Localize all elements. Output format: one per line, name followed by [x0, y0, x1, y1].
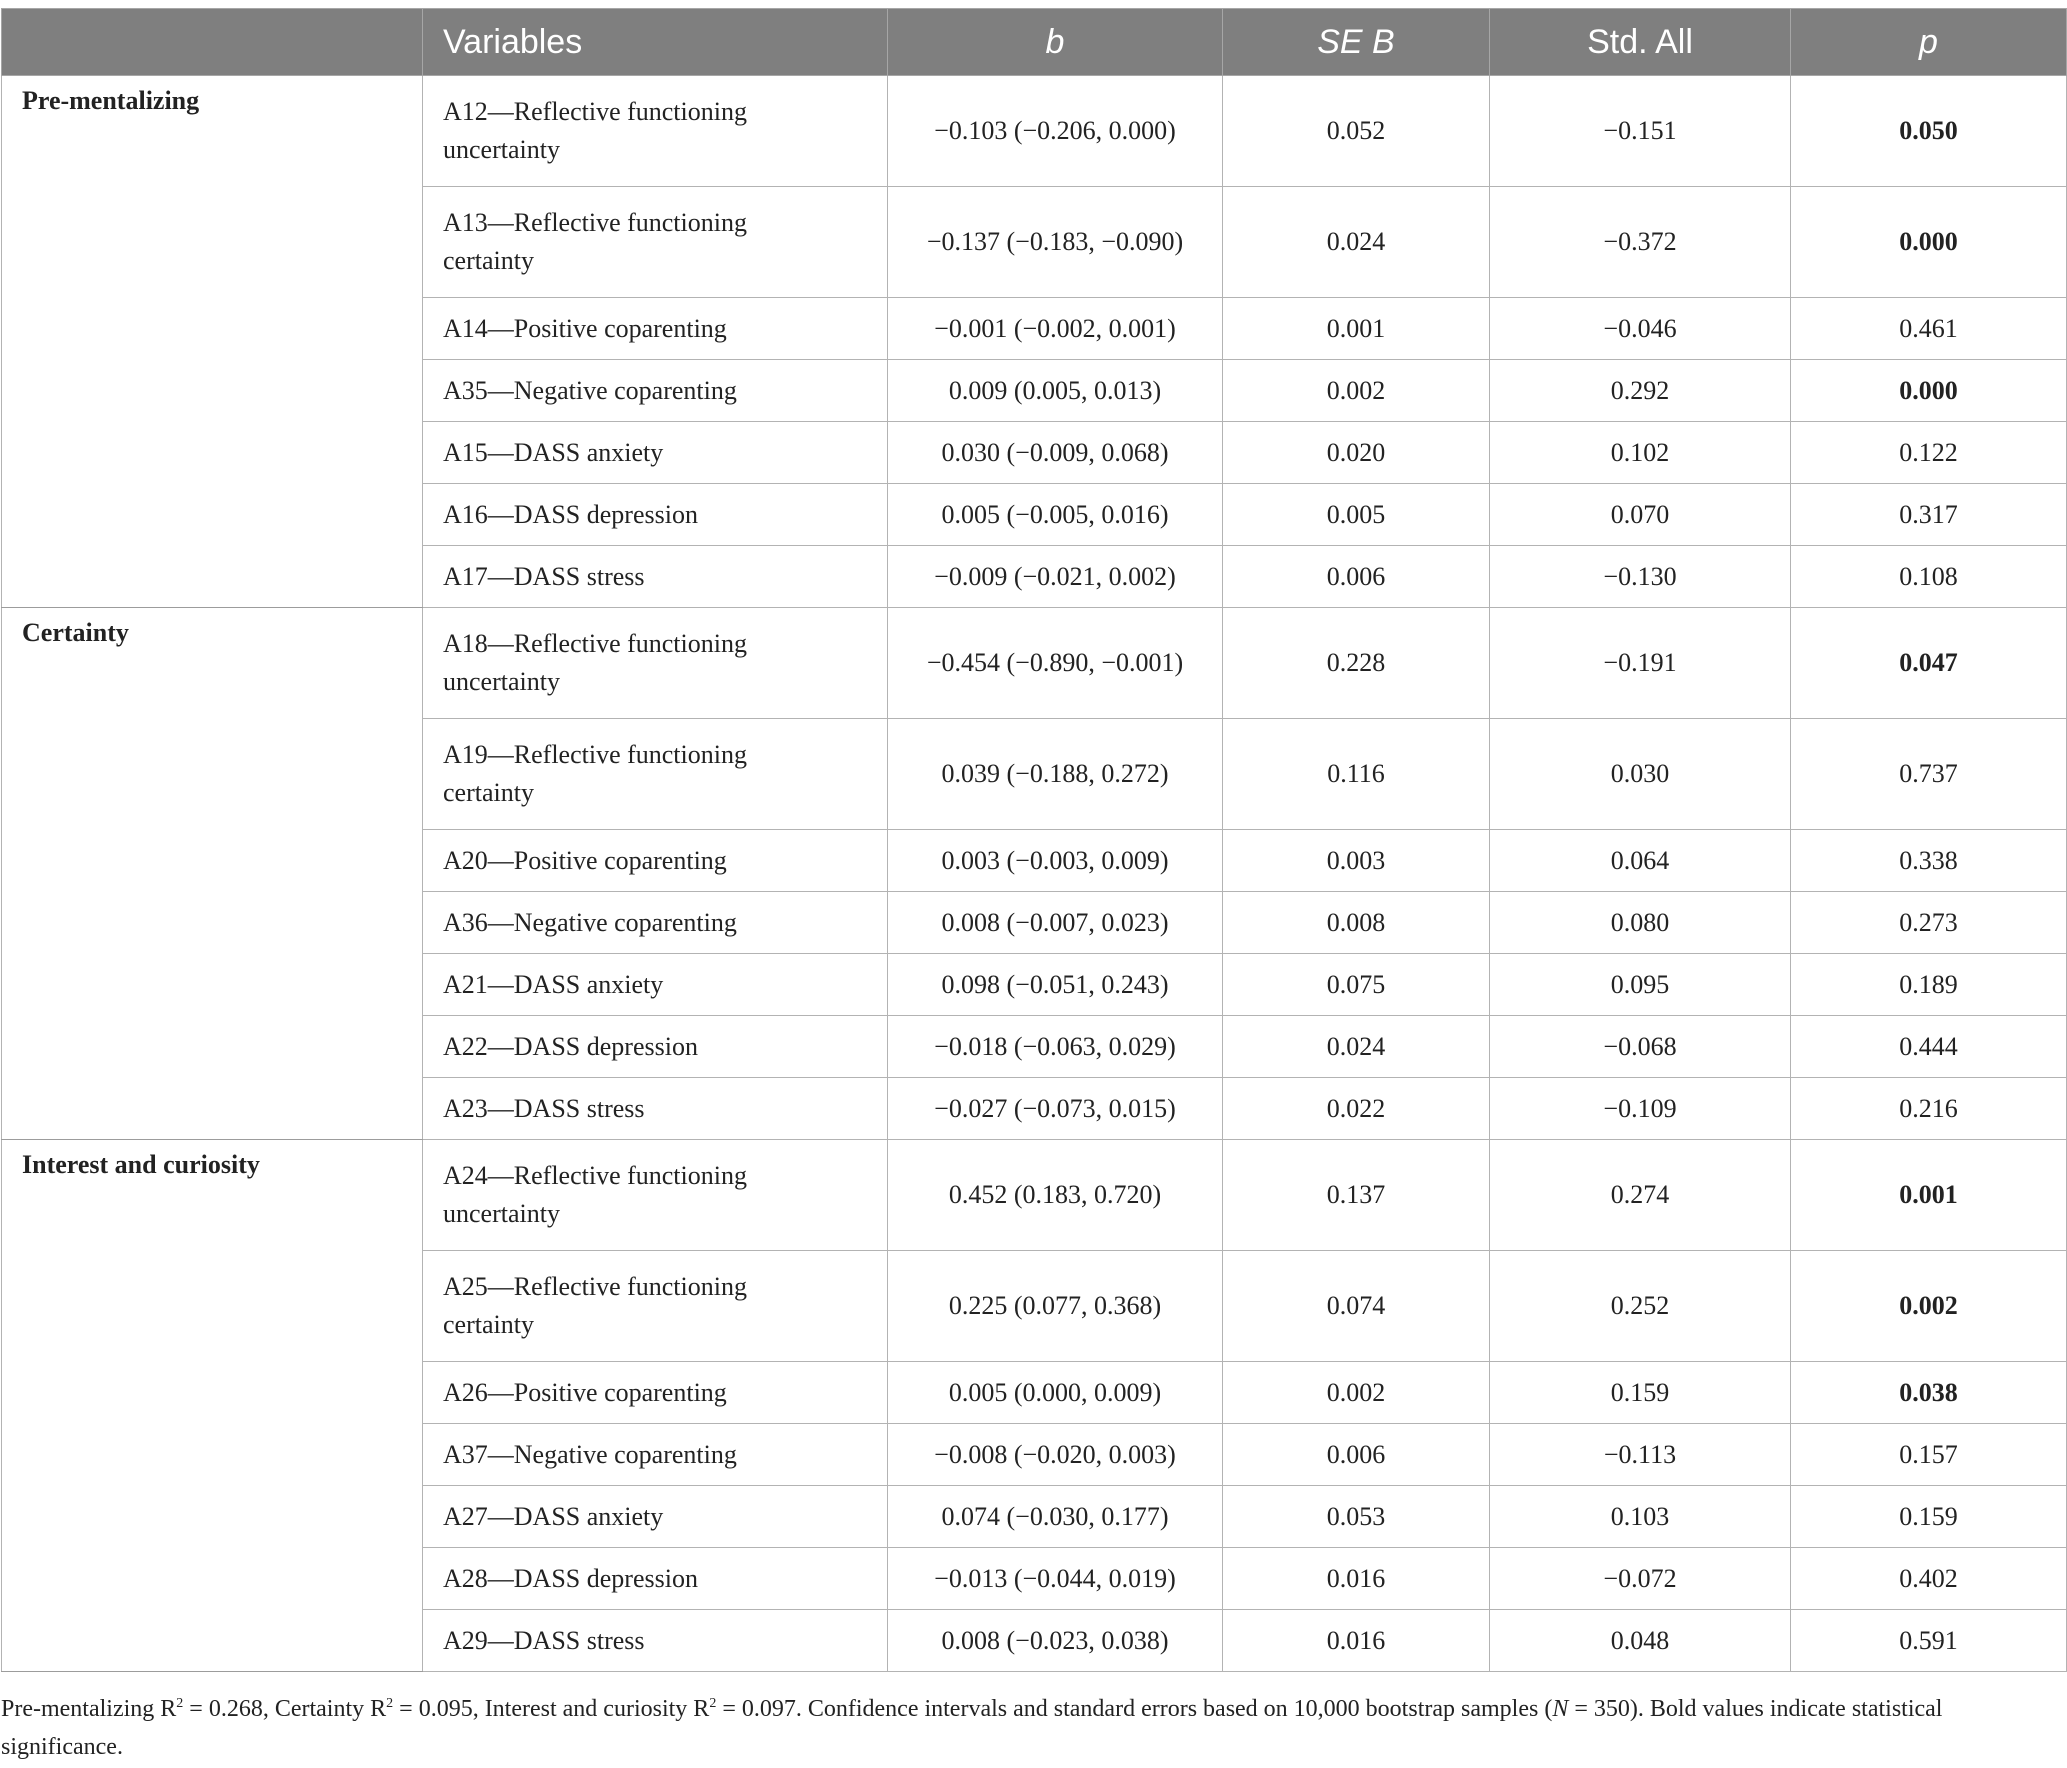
p-value: 0.189 — [1791, 954, 2067, 1016]
variable-name-line1: A12—Reflective functioning — [443, 97, 747, 126]
std-all-value: 0.103 — [1490, 1486, 1791, 1548]
b-value: 0.225 (0.077, 0.368) — [888, 1251, 1223, 1362]
variable-name — [423, 1251, 888, 1362]
variable-name — [423, 360, 888, 422]
std-all-value: −0.151 — [1490, 76, 1791, 187]
footnote-text-1: Pre-mentalizing R — [1, 1696, 177, 1722]
std-all-value: 0.102 — [1490, 422, 1791, 484]
variable-name-line1: A25—Reflective functioning — [443, 1272, 747, 1301]
se-b-value: 0.228 — [1223, 608, 1490, 719]
variable-name-line1: A17—DASS stress — [443, 561, 645, 591]
header-row — [2, 9, 2067, 76]
header-variables: Variables — [423, 9, 888, 76]
table-body — [2, 76, 2067, 1672]
header-b: b — [888, 9, 1223, 76]
se-b-value: 0.137 — [1223, 1140, 1490, 1251]
p-value: 0.402 — [1791, 1548, 2067, 1610]
variable-name — [423, 830, 888, 892]
footnote-text-4: = 0.097. Confidence intervals and standard errors based on 10,000 bootstrap samples ( — [716, 1696, 1553, 1722]
p-value: 0.273 — [1791, 892, 2067, 954]
b-value: 0.452 (0.183, 0.720) — [888, 1140, 1223, 1251]
table-wrapper — [0, 8, 2067, 1672]
variable-name-line1: A36—Negative coparenting — [443, 907, 737, 937]
p-value: 0.461 — [1791, 298, 2067, 360]
footnote-sup-3: 2 — [709, 1696, 717, 1711]
p-value: 0.444 — [1791, 1016, 2067, 1078]
footnote-n-label: N — [1552, 1696, 1569, 1722]
group-label: Pre-mentalizing — [2, 76, 423, 608]
variable-name-line1: A23—DASS stress — [443, 1093, 645, 1123]
se-b-value: 0.002 — [1223, 360, 1490, 422]
se-b-value: 0.116 — [1223, 719, 1490, 830]
b-value: −0.009 (−0.021, 0.002) — [888, 546, 1223, 608]
variable-name — [423, 719, 888, 830]
table-row — [2, 608, 2067, 719]
variable-name-line2: uncertainty — [443, 1199, 560, 1228]
p-value: 0.159 — [1791, 1486, 2067, 1548]
footnote-sup-2: 2 — [386, 1696, 394, 1711]
p-value: 0.038 — [1791, 1362, 2067, 1424]
variable-name-line2: uncertainty — [443, 667, 560, 696]
group-label: Interest and curiosity — [2, 1140, 423, 1672]
variable-name — [423, 187, 888, 298]
se-b-value: 0.074 — [1223, 1251, 1490, 1362]
std-all-value: −0.109 — [1490, 1078, 1791, 1140]
se-b-value: 0.024 — [1223, 1016, 1490, 1078]
variable-name-line1: A13—Reflective functioning — [443, 208, 747, 237]
std-all-value: 0.048 — [1490, 1610, 1791, 1672]
p-value: 0.002 — [1791, 1251, 2067, 1362]
variable-name — [423, 422, 888, 484]
std-all-value: 0.252 — [1490, 1251, 1791, 1362]
p-value: 0.157 — [1791, 1424, 2067, 1486]
variable-name-line1: A16—DASS depression — [443, 499, 698, 529]
b-value: 0.074 (−0.030, 0.177) — [888, 1486, 1223, 1548]
variable-name — [423, 1486, 888, 1548]
variable-name-line1: A14—Positive coparenting — [443, 313, 727, 343]
variable-name — [423, 954, 888, 1016]
table-row — [2, 76, 2067, 187]
std-all-value: −0.072 — [1490, 1548, 1791, 1610]
variable-name-line1: A27—DASS anxiety — [443, 1501, 664, 1531]
std-all-value: −0.046 — [1490, 298, 1791, 360]
se-b-value: 0.020 — [1223, 422, 1490, 484]
results-table — [1, 8, 2067, 1672]
p-value: 0.737 — [1791, 719, 2067, 830]
b-value: −0.013 (−0.044, 0.019) — [888, 1548, 1223, 1610]
footnote-text-2: = 0.268, Certainty R — [183, 1696, 387, 1722]
variable-name-line2: certainty — [443, 778, 534, 807]
footnote-sup-1: 2 — [176, 1696, 184, 1711]
variable-name-line2: uncertainty — [443, 135, 560, 164]
p-value: 0.317 — [1791, 484, 2067, 546]
se-b-value: 0.022 — [1223, 1078, 1490, 1140]
std-all-value: 0.080 — [1490, 892, 1791, 954]
table-row — [2, 1140, 2067, 1251]
variable-name-line2: certainty — [443, 246, 534, 275]
variable-name-line1: A21—DASS anxiety — [443, 969, 664, 999]
footnote-text-5: = 350). Bold values indicate statistical significance. — [1, 1696, 1943, 1760]
b-value: 0.009 (0.005, 0.013) — [888, 360, 1223, 422]
se-b-value: 0.001 — [1223, 298, 1490, 360]
variable-name — [423, 1078, 888, 1140]
b-value: −0.454 (−0.890, −0.001) — [888, 608, 1223, 719]
header-p: p — [1791, 9, 2067, 76]
b-value: 0.003 (−0.003, 0.009) — [888, 830, 1223, 892]
std-all-value: −0.130 — [1490, 546, 1791, 608]
b-value: −0.137 (−0.183, −0.090) — [888, 187, 1223, 298]
std-all-value: −0.113 — [1490, 1424, 1791, 1486]
std-all-value: 0.070 — [1490, 484, 1791, 546]
b-value: −0.008 (−0.020, 0.003) — [888, 1424, 1223, 1486]
p-value: 0.000 — [1791, 360, 2067, 422]
variable-name — [423, 1424, 888, 1486]
header-blank — [2, 9, 423, 76]
b-value: 0.008 (−0.007, 0.023) — [888, 892, 1223, 954]
b-value: −0.103 (−0.206, 0.000) — [888, 76, 1223, 187]
variable-name-line1: A19—Reflective functioning — [443, 740, 747, 769]
se-b-value: 0.003 — [1223, 830, 1490, 892]
se-b-value: 0.075 — [1223, 954, 1490, 1016]
variable-name-line1: A15—DASS anxiety — [443, 437, 664, 467]
b-value: 0.039 (−0.188, 0.272) — [888, 719, 1223, 830]
variable-name — [423, 1548, 888, 1610]
se-b-value: 0.053 — [1223, 1486, 1490, 1548]
variable-name-line1: A35—Negative coparenting — [443, 375, 737, 405]
se-b-value: 0.024 — [1223, 187, 1490, 298]
b-value: −0.027 (−0.073, 0.015) — [888, 1078, 1223, 1140]
variable-name — [423, 1016, 888, 1078]
variable-name-line1: A20—Positive coparenting — [443, 845, 727, 875]
variable-name-line2: certainty — [443, 1310, 534, 1339]
variable-name — [423, 1610, 888, 1672]
p-value: 0.338 — [1791, 830, 2067, 892]
se-b-value: 0.002 — [1223, 1362, 1490, 1424]
b-value: 0.098 (−0.051, 0.243) — [888, 954, 1223, 1016]
p-value: 0.591 — [1791, 1610, 2067, 1672]
b-value: 0.008 (−0.023, 0.038) — [888, 1610, 1223, 1672]
std-all-value: 0.159 — [1490, 1362, 1791, 1424]
variable-name — [423, 1140, 888, 1251]
b-value: 0.030 (−0.009, 0.068) — [888, 422, 1223, 484]
se-b-value: 0.016 — [1223, 1610, 1490, 1672]
variable-name — [423, 608, 888, 719]
b-value: −0.018 (−0.063, 0.029) — [888, 1016, 1223, 1078]
header-std-all: Std. All — [1490, 9, 1791, 76]
variable-name — [423, 892, 888, 954]
p-value: 0.122 — [1791, 422, 2067, 484]
se-b-value: 0.006 — [1223, 1424, 1490, 1486]
p-value: 0.050 — [1791, 76, 2067, 187]
b-value: 0.005 (0.000, 0.009) — [888, 1362, 1223, 1424]
variable-name-line1: A26—Positive coparenting — [443, 1377, 727, 1407]
std-all-value: −0.372 — [1490, 187, 1791, 298]
variable-name — [423, 76, 888, 187]
footnote-text-3: = 0.095, Interest and curiosity R — [393, 1696, 710, 1722]
std-all-value: 0.064 — [1490, 830, 1791, 892]
p-value: 0.216 — [1791, 1078, 2067, 1140]
p-value: 0.108 — [1791, 546, 2067, 608]
se-b-value: 0.016 — [1223, 1548, 1490, 1610]
variable-name-line1: A37—Negative coparenting — [443, 1439, 737, 1469]
b-value: 0.005 (−0.005, 0.016) — [888, 484, 1223, 546]
p-value: 0.001 — [1791, 1140, 2067, 1251]
se-b-value: 0.006 — [1223, 546, 1490, 608]
variable-name-line1: A24—Reflective functioning — [443, 1161, 747, 1190]
se-b-value: 0.008 — [1223, 892, 1490, 954]
b-value: −0.001 (−0.002, 0.001) — [888, 298, 1223, 360]
header-se-b: SE B — [1223, 9, 1490, 76]
variable-name — [423, 484, 888, 546]
variable-name-line1: A22—DASS depression — [443, 1031, 698, 1061]
p-value: 0.000 — [1791, 187, 2067, 298]
se-b-value: 0.005 — [1223, 484, 1490, 546]
variable-name-line1: A18—Reflective functioning — [443, 629, 747, 658]
p-value: 0.047 — [1791, 608, 2067, 719]
std-all-value: 0.095 — [1490, 954, 1791, 1016]
variable-name — [423, 546, 888, 608]
variable-name — [423, 298, 888, 360]
std-all-value: 0.274 — [1490, 1140, 1791, 1251]
std-all-value: 0.030 — [1490, 719, 1791, 830]
std-all-value: 0.292 — [1490, 360, 1791, 422]
group-label: Certainty — [2, 608, 423, 1140]
std-all-value: −0.068 — [1490, 1016, 1791, 1078]
variable-name-line1: A28—DASS depression — [443, 1563, 698, 1593]
variable-name — [423, 1362, 888, 1424]
std-all-value: −0.191 — [1490, 608, 1791, 719]
table-footnote — [1, 1685, 2061, 1766]
variable-name-line1: A29—DASS stress — [443, 1625, 645, 1655]
se-b-value: 0.052 — [1223, 76, 1490, 187]
